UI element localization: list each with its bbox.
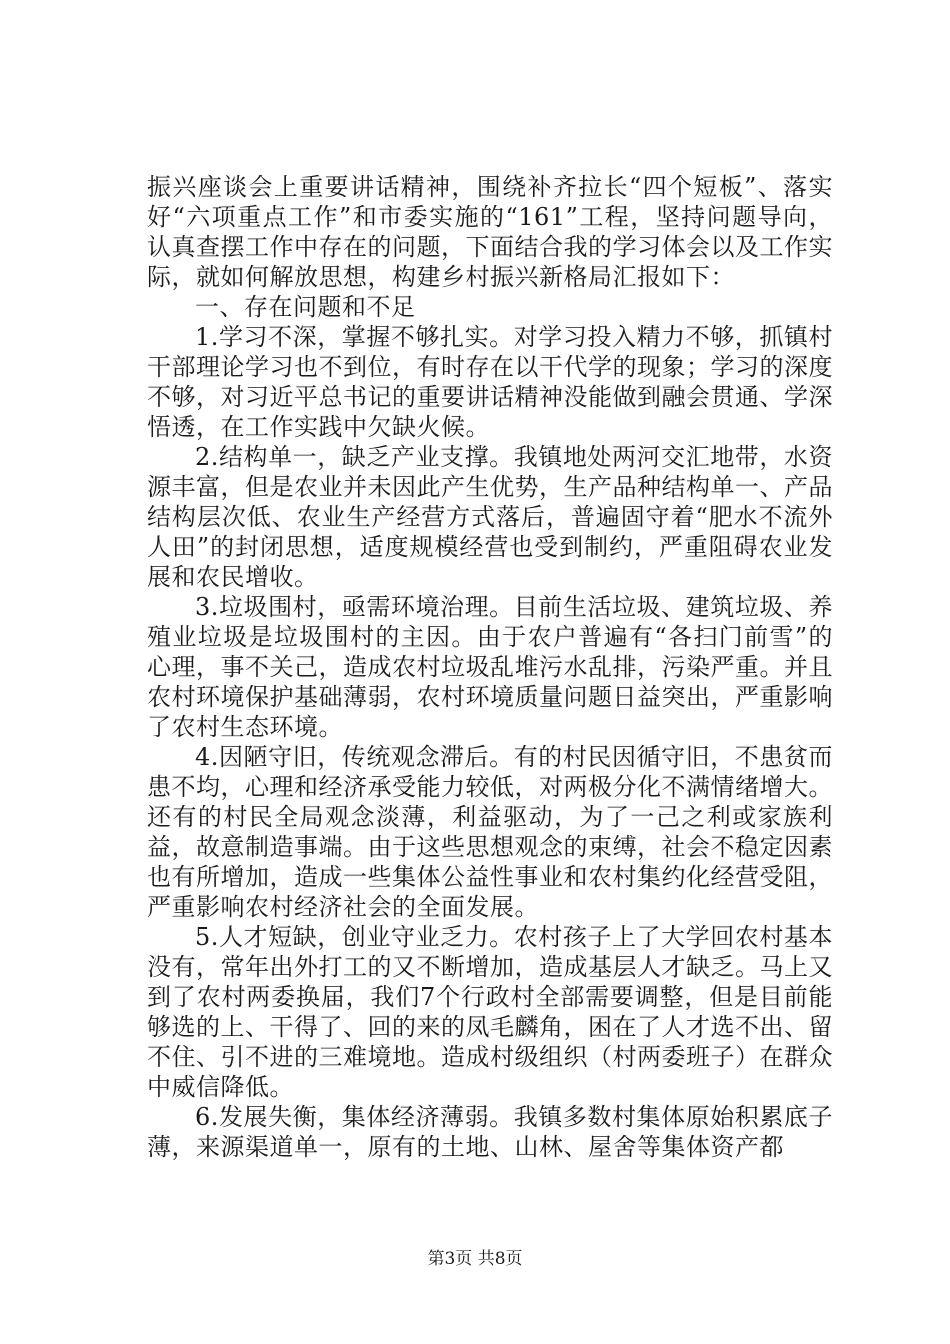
paragraph-item-2: 2.结构单一，缺乏产业支撑。我镇地处两河交汇地带，水资源丰富，但是农业并未因此产生优势，生产品种结构单一、产品结构层次低、农业生产经营方式落后，普遍固守着“肥水不流外人田”的封闭思想，适度规模经营也受到制约，严重阻碍农业发展和农民增收。 (147, 443, 833, 591)
paragraph-item-5: 5.人才短缺，创业守业乏力。农村孩子上了大学回农村基本没有，常年出外打工的又不断增加，造成基层人才缺乏。马上又到了农村两委换届，我们7个行政村全部需要调整，但是目前能够选的上、干得了、回的来的凤毛麟角，困在了人才选不出、留不住、引不进的三难境地。造成村级组织（村两委班子）在群众中威信降低。 (147, 923, 833, 1101)
paragraph-item-1: 1.学习不深，掌握不够扎实。对学习投入精力不够，抓镇村干部理论学习也不到位，有时存在以干代学的现象；学习的深度不够，对习近平总书记的重要讲话精神没能做到融会贯通、学深悟透，在工作实践中欠缺火候。 (147, 323, 833, 441)
section-heading: 一、存在问题和不足 (195, 293, 416, 321)
document-body (147, 172, 833, 1162)
paragraph-intro: 振兴座谈会上重要讲话精神，围绕补齐拉长“四个短板”、落实好“六项重点工作”和市委实施的“161”工程，坚持问题导向，认真查摆工作中存在的问题，下面结合我的学习体会以及工作实际，就如何解放思想，构建乡村振兴新格局汇报如下： (147, 173, 833, 291)
paragraph-item-4: 4.因陋守旧，传统观念滞后。有的村民因循守旧，不患贫而患不均，心理和经济承受能力较低，对两极分化不满情绪增大。还有的村民全局观念淡薄，利益驱动，为了一己之利或家族利益，故意制造事端。由于这些思想观念的束缚，社会不稳定因素也有所增加，造成一些集体公益性事业和农村集约化经营受阻，严重影响农村经济社会的全面发展。 (147, 743, 833, 921)
paragraph-item-6: 6.发展失衡，集体经济薄弱。我镇多数村集体原始积累底子薄，来源渠道单一，原有的土地、山林、屋舍等集体资产都 (147, 1103, 833, 1161)
paragraph-item-3: 3.垃圾围村，亟需环境治理。目前生活垃圾、建筑垃圾、养殖业垃圾是垃圾围村的主因。由于农户普遍有“各扫门前雪”的心理，事不关己，造成农村垃圾乱堆污水乱排，污染严重。并且农村环境保护基础薄弱，农村环境质量问题日益突出，严重影响了农村生态环境。 (147, 593, 833, 741)
page-number-footer: 第3页 共8页 (427, 1249, 523, 1269)
